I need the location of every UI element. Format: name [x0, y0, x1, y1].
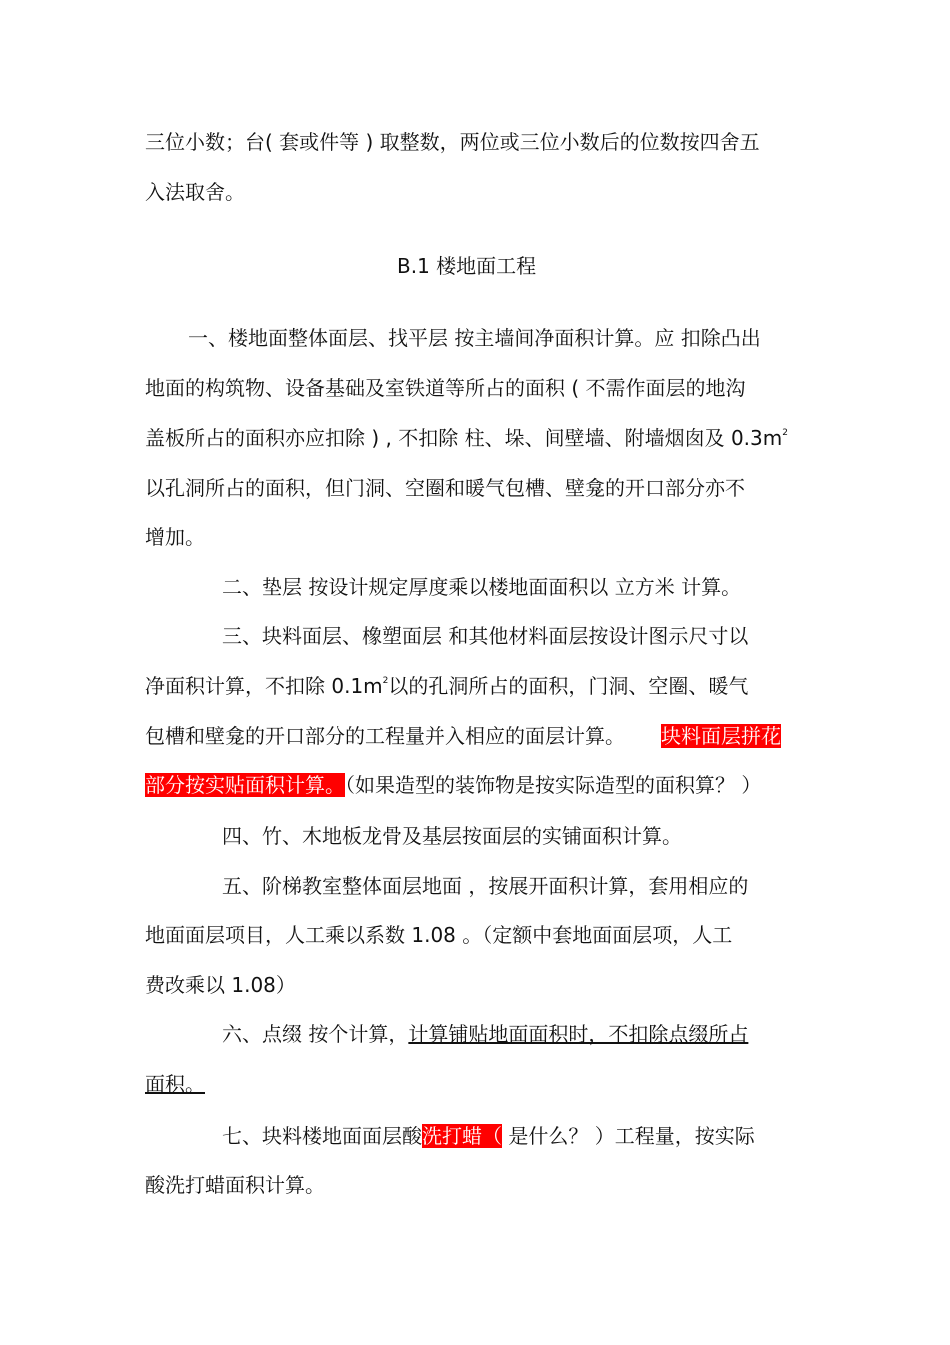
section-heading: B.1 楼地面工程 [397, 254, 537, 278]
text-span: 七、块料楼地面面层酸 [222, 1124, 422, 1148]
paragraph-3-line-4 [145, 771, 761, 799]
paragraph-6-line-1 [222, 1020, 748, 1048]
text-line: 三位小数；台( 套或件等 ) 取整数，两位或三位小数后的位数按四舍五 [145, 130, 760, 154]
text-span: 是什么？ ）工程量，按实际 [502, 1124, 755, 1148]
text-span: 盖板所占的面积亦应扣除 ) , 不扣除 柱、垛、间壁墙、附墙烟囱及 0.3m [145, 426, 783, 450]
paragraph-7-line-2: 酸洗打蜡面积计算。 [145, 1173, 325, 1197]
superscript: 2 [782, 428, 788, 438]
paragraph-5-line-3: 费改乘以 1.08） [145, 973, 296, 997]
text-span: 六、点缀 按个计算， [222, 1022, 409, 1046]
text-span: 净面积计算，不扣除 0.1m [145, 674, 383, 698]
highlighted-text: 部分按实贴面积计算。 [145, 773, 345, 797]
superscript: 2 [382, 676, 389, 686]
highlighted-text: 洗打蜡（ [422, 1124, 502, 1148]
underlined-text: 面积。 [145, 1072, 205, 1096]
paragraph-6-line-2 [145, 1070, 205, 1098]
paragraph-4-line-1: 四、竹、木地板龙骨及基层按面层的实铺面积计算。 [222, 824, 682, 848]
text-span: 包槽和壁龛的开口部分的工程量并入相应的面层计算。 [145, 724, 625, 748]
paragraph-1-line-2: 地面的构筑物、设备基础及室铁道等所占的面积 ( 不需作面层的地沟 [145, 376, 746, 400]
paragraph-3-line-1: 三、块料面层、橡塑面层 和其他材料面层按设计图示尺寸以 [222, 624, 749, 648]
text-line: 入法取舍。 [145, 180, 245, 204]
paragraph-1-line-3 [145, 424, 788, 452]
paragraph-7-line-1 [222, 1122, 755, 1150]
paragraph-1-line-1: 一、楼地面整体面层、找平层 按主墙间净面积计算。应 扣除凸出 [188, 326, 761, 350]
paragraph-3-line-3 [145, 722, 781, 750]
text-span: （如果造型的装饰物是按实际造型的面积算？ ） [345, 773, 762, 797]
paragraph-2-line-1: 二、垫层 按设计规定厚度乘以楼地面面积以 立方米 计算。 [222, 575, 742, 599]
paragraph-1-line-5: 增加。 [145, 525, 205, 549]
paragraph-5-line-1: 五、阶梯教室整体面层地面 ，按展开面积计算，套用相应的 [222, 874, 749, 898]
paragraph-5-line-2: 地面面层项目，人工乘以系数 1.08 。（定额中套地面面层项，人工 [145, 923, 733, 947]
paragraph-1-line-4: 以孔洞所占的面积，但门洞、空圈和暖气包槽、壁龛的开口部分亦不 [145, 476, 745, 500]
underlined-text: 计算铺贴地面面积时，不扣除点缀所占 [408, 1022, 749, 1046]
paragraph-3-line-2 [145, 672, 748, 700]
text-span: 以的孔洞所占的面积，门洞、空圈、暖气 [388, 674, 749, 698]
highlighted-text: 块料面层拼花 [661, 724, 781, 748]
